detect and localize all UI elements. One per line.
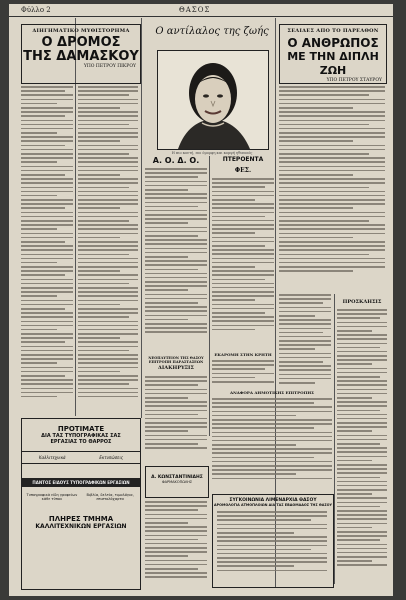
- shipping-subtitle: ΔΡΟΜΟΛΟΓΙΑ ΑΤΜΟΠΛΟΙΩΝ ΔΙΑ ΤΑΣ ΕΒΔΟΜΑΔΟΣ ΤΗΣ ΘΑΣΟΥ: [213, 503, 333, 507]
- left-column-2-text: [78, 86, 138, 411]
- printing-advertisement: [21, 418, 141, 590]
- print-ad-band: ΠΑΝΤΟΣ ΕΙΔΟΥΣ ΤΥΠΟΓΡΑΦΙΚΩΝ ΕΡΓΑΣΙΩΝ: [22, 478, 140, 487]
- left-story-kicker: ΔΙΗΓΗΜΑΤΙΚΟ ΜΥΘΙΣΤΟΡΗΜΑ: [32, 28, 130, 34]
- announcement-line-1: ΝΕΟΠΛΥΤΕΙΟΝ ΤΗΣ ΘΑΣΟΥ: [148, 356, 204, 360]
- center-script-title: Ο αντίλαλος της ζωής: [155, 26, 269, 37]
- shipping-title: ΣΥΓΚΟΙΝΩΝΙΑ ΛΙΜΕΝΑΡΧΙΑ ΘΑΣΟΥ: [229, 498, 317, 503]
- newspaper-name: ΘΑΣΟΣ: [179, 6, 211, 14]
- portrait-photo: [157, 50, 269, 150]
- announcement-line-3: ΔΙΑΚΗΡΥΞΙΣ: [158, 365, 194, 371]
- crete-notice-text: [212, 360, 274, 390]
- announcement-small: [145, 356, 207, 371]
- municipal-heading: ΑΝΑΦΟΡΑ ΔΗΜΟΤΙΚΗΣ ΕΠΙΤΡΟΠΗΣ: [229, 390, 314, 395]
- portrait-image: [158, 51, 268, 149]
- left-column-1-text: [21, 86, 73, 411]
- print-ad-columns: [22, 451, 140, 464]
- announcement-text: [145, 376, 207, 456]
- print-ad-footer-2: ΚΑΛΛΙΤΕΧΝΙΚΩΝ ΕΡΓΑΣΙΩΝ: [35, 523, 127, 530]
- left-story-title-1: Ο ΔΡΟΜΟΣ: [41, 35, 121, 50]
- pharmacist-text: [145, 501, 207, 586]
- shipping-schedule: [217, 511, 327, 583]
- page-number: Φύλλο 2: [21, 6, 51, 14]
- print-ad-col-2: Εκτυπώσεις: [99, 455, 124, 460]
- crete-notice: ΕΚΔΡΟΜΗ ΣΤΗΝ ΚΡΗΤΗ: [214, 352, 272, 357]
- photo-caption: Η πιο κοντή, πιο όμορφη και κομψή ηθοποιός: [171, 151, 253, 155]
- pharmacist-advertisement: [145, 466, 209, 498]
- left-story-headline: [21, 24, 141, 84]
- aodo-heading: Α. Ο. Δ. Ο.: [152, 156, 200, 165]
- right-story-kicker: ΣΕΛΙΔΕΣ ΑΠΟ ΤΟ ΠΑΡΕΛΘΟΝ: [287, 28, 379, 34]
- left-story-author: ΥΠΟ ΠΕΤΡΟΥ ΠΙΚΡΟΥ: [83, 64, 136, 69]
- newspaper-page: [9, 4, 393, 596]
- pharmacist-name: Α. ΚΩΝΣΤΑΝΤΙΝΙΔΗΣ: [151, 475, 203, 480]
- right-story-author: ΥΠΟ ΠΕΤΡΟΥ ΣΤΑΥΡΟΥ: [326, 78, 382, 83]
- right-story-text: [279, 86, 385, 291]
- column-rule: [141, 18, 142, 418]
- print-ad-left-text: Τυπογραφικά είδη γραφείων κάθε τύπου: [26, 493, 78, 501]
- municipal-table: [212, 398, 332, 488]
- pteroenta-text: [212, 178, 274, 348]
- right-story-title-2: ΜΕ ΤΗΝ ΔΙΠΛΗ ΖΩΗ: [287, 50, 379, 77]
- right-story-continued: [279, 294, 331, 389]
- print-ad-footer-1: ΠΛΗΡΕΣ ΤΜΗΜΑ: [48, 515, 114, 523]
- fes-heading: ΦΕΣ.: [234, 167, 252, 174]
- column-rule: [334, 294, 335, 584]
- pharmacist-title: ΦΑΡΜΑΚΟΠΩΛΗΣ: [161, 480, 193, 484]
- print-ad-details: [22, 493, 140, 501]
- right-story-title-1: Ο ΑΝΘΡΩΠΟΣ: [287, 36, 379, 50]
- print-ad-col-1: Καλλιτεχνικά: [38, 455, 66, 460]
- column-rule: [209, 156, 210, 436]
- page-header: [9, 4, 393, 17]
- print-ad-line-3: ΕΡΓΑΣΙΑΣ ΤΟ ΘΑΡΡΟΣ: [50, 439, 112, 445]
- shipping-advertisement: [212, 494, 334, 588]
- print-ad-line-1: ΠΡΟΤΙΜΑΤΕ: [57, 425, 105, 433]
- invitation-text: [337, 309, 387, 589]
- pteroenta-heading: ΠΤΕΡΟΕΝΤΑ: [222, 156, 264, 163]
- left-story-title-2: ΤΗΣ ΔΑΜΑΣΚΟΥ: [23, 49, 139, 64]
- print-ad-line-2: ΔΙΑ ΤΑΣ ΤΥΠΟΓΡΑΦΙΚΑΣ ΣΑΣ: [41, 433, 121, 439]
- invitation-heading: ΠΡΟΣΚΛΗΣΙΣ: [342, 299, 382, 305]
- right-story-headline: [279, 24, 387, 84]
- aodo-text: [145, 168, 207, 353]
- print-ad-right-text: Βιβλία, δελτία, τιμολόγια, επιστολόχαρτα: [86, 493, 134, 501]
- announcement-line-2: ΕΠΙΤΡΟΠΗ ΠΑΡΑΣΤΑΣΕΩΝ: [148, 360, 204, 364]
